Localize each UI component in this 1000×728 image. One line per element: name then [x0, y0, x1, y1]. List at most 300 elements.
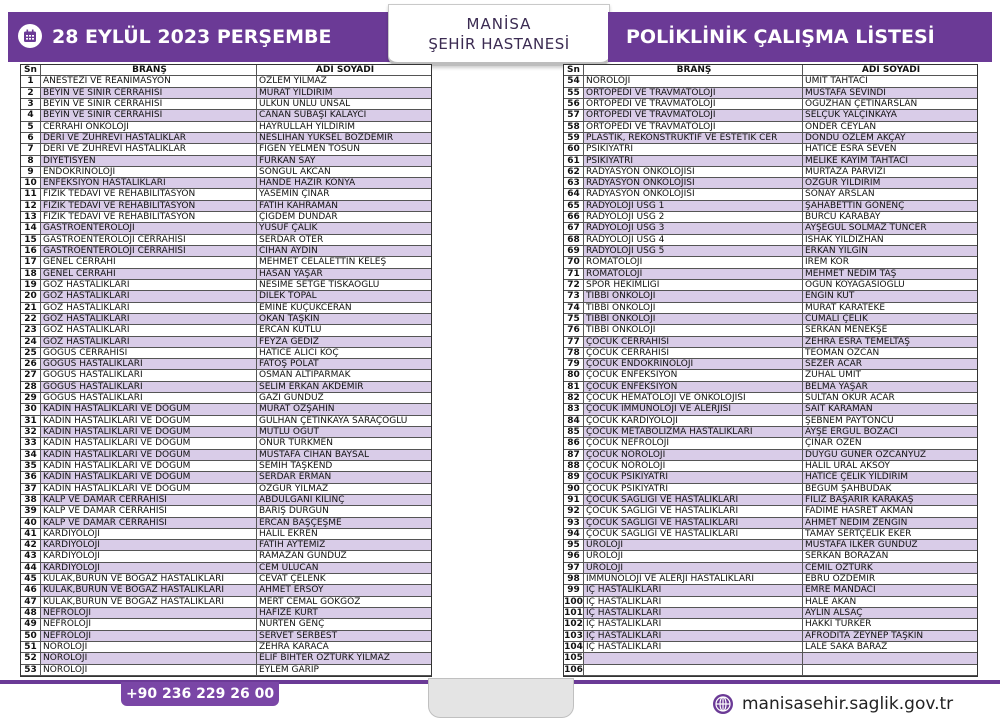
- date-text: 28 EYLÜL 2023 PERŞEMBE: [52, 26, 332, 48]
- table-row: [564, 416, 977, 427]
- name-cell: SERKAN MENEKŞE: [805, 325, 888, 336]
- name-cell: ABDULGANİ KILINÇ: [257, 495, 431, 505]
- name-cell: ÖNDER CEYLAN: [805, 121, 877, 132]
- row-number: 103: [564, 630, 583, 641]
- table-row: [564, 280, 977, 291]
- hospital-name-line1: MANİSA: [466, 15, 532, 33]
- row-number: 66: [564, 212, 584, 222]
- name-cell: OKAN TAŞKIN: [257, 314, 431, 324]
- row-number: 97: [564, 563, 584, 573]
- branch-cell: TIBBİ ONKOLOJİ: [584, 325, 803, 335]
- table-row: [21, 269, 431, 280]
- branch-cell: DİYETİSYEN: [41, 156, 257, 166]
- table-row: [564, 563, 977, 574]
- table-row: [564, 314, 977, 325]
- name-cell: ERCAN BAŞÇEŞME: [257, 518, 431, 528]
- name-cell: SONAY ARSLAN: [805, 189, 875, 200]
- website-text: manisasehir.saglik.gov.tr: [742, 694, 954, 714]
- branch-cell: RADYOLOJİ USG 2: [584, 212, 803, 222]
- table-row: [564, 325, 977, 336]
- table-row: [564, 506, 977, 517]
- phone-number[interactable]: +90 236 229 26 00: [121, 682, 279, 706]
- branch-cell: KALP VE DAMAR CERRAHİSİ: [41, 506, 257, 516]
- branch-cell: ÇOCUK ENFEKSİYON: [584, 370, 803, 380]
- row-number: 38: [21, 495, 41, 505]
- name-cell: BURCU KARABAY: [805, 212, 881, 223]
- branch-cell: İÇ HASTALIKLARI: [584, 631, 803, 641]
- name-cell: AYŞEGÜL SOLMAZ TUNCER: [803, 223, 977, 233]
- table-row: [21, 370, 431, 381]
- table-row: [564, 551, 977, 562]
- row-number: 74: [564, 303, 584, 313]
- name-cell: ENGİN KUT: [803, 291, 977, 301]
- row-number: 62: [564, 167, 584, 177]
- name-cell: CEMİL ÖZTÜRK: [803, 563, 977, 573]
- branch-cell: İÇ HASTALIKLARI: [584, 585, 803, 595]
- table-row: [564, 472, 977, 483]
- row-number: 70: [564, 257, 584, 267]
- name-cell: DUYGU GÜNER ÖZCANYÜZ: [803, 450, 977, 460]
- row-number: 75: [564, 314, 584, 324]
- name-cell: HATİCE ÇELİK YILDIRIM: [803, 472, 977, 482]
- table-row: [21, 597, 431, 608]
- name-cell: CEM ULUCAN: [257, 563, 431, 573]
- table-row: [564, 76, 977, 87]
- branch-cell: İÇ HASTALIKLARI: [584, 619, 803, 629]
- header-branch: BRANŞ: [584, 65, 803, 75]
- table-row: [21, 156, 431, 167]
- table-row: [21, 438, 431, 449]
- table-row: [564, 337, 977, 348]
- table-row: [564, 665, 977, 676]
- row-number: 55: [564, 88, 584, 98]
- name-cell: NURTEN GENÇ: [259, 619, 325, 630]
- name-cell: MURTAZA PARVİZİ: [805, 166, 886, 177]
- row-number: 48: [21, 608, 41, 618]
- row-number: 63: [564, 178, 584, 188]
- row-number: 28: [21, 382, 41, 392]
- table-row: [564, 631, 977, 642]
- row-number: 52: [21, 653, 41, 663]
- name-cell: CEVAT ÇELENK: [259, 574, 326, 585]
- name-cell: OĞUZHAN ÇETİNARSLAN: [805, 98, 918, 109]
- page-title: POLİKLİNİK ÇALIŞMA LİSTESİ: [626, 26, 935, 48]
- row-number: 88: [564, 461, 584, 471]
- branch-cell: KADIN HASTALIKLARI VE DOĞUM: [41, 416, 257, 426]
- table-row: [21, 585, 431, 596]
- calendar-icon: [18, 24, 42, 48]
- row-number: 45: [21, 574, 41, 584]
- branch-cell: GÖZ HASTALIKLARI: [41, 337, 257, 347]
- row-number: 102: [564, 619, 583, 630]
- row-number: 99: [564, 585, 584, 595]
- row-number: 98: [564, 574, 584, 584]
- name-cell: GÜLHAN ÇETİNKAYA SARAÇOĞLU: [259, 415, 408, 426]
- table-header: [564, 65, 977, 76]
- branch-cell: ÇOCUK KARDİYOLOJİ: [584, 416, 803, 426]
- table-row: [564, 178, 977, 189]
- branch-cell: ROMATOLOJİ: [584, 269, 803, 279]
- row-number: 92: [564, 506, 584, 516]
- branch-cell: [584, 653, 803, 663]
- branch-cell: ÇOCUK ENFEKSİYON: [584, 382, 803, 392]
- table-row: [564, 201, 977, 212]
- row-number: 69: [564, 246, 584, 256]
- row-number: 37: [21, 484, 41, 494]
- name-cell: AHMET NEDİM ZENGİN: [803, 518, 977, 528]
- name-cell: TAMAY SERTÇELİK EKER: [805, 528, 912, 539]
- table-row: [21, 291, 431, 302]
- footer-tab: [428, 678, 574, 718]
- branch-cell: ÜROLOJİ: [584, 551, 803, 561]
- branch-cell: ENDOKRİNOLOJİ: [41, 167, 257, 177]
- table-row: [21, 484, 431, 495]
- table-row: [564, 484, 977, 495]
- row-number: 4: [21, 110, 41, 120]
- row-number: 49: [21, 619, 41, 629]
- left-table: [20, 64, 432, 677]
- row-number: 61: [564, 156, 584, 166]
- table-row: [21, 529, 431, 540]
- table-row: [21, 280, 431, 291]
- name-cell: AYLİN ALSAÇ: [803, 608, 977, 618]
- branch-cell: KADIN HASTALIKLARI VE DOĞUM: [41, 461, 257, 471]
- name-cell: MUSTAFA SEVİNDİ: [803, 88, 977, 98]
- table-row: [564, 540, 977, 551]
- table-row: [21, 495, 431, 506]
- table-row: [564, 495, 977, 506]
- name-cell: MURAT KARATEKE: [805, 302, 886, 313]
- branch-cell: CERRAHİ ONKOLOJİ: [41, 122, 257, 132]
- table-row: [21, 133, 431, 144]
- table-row: [21, 619, 431, 630]
- table-row: [21, 642, 431, 653]
- hospital-name-line2: ŞEHİR HASTANESİ: [428, 35, 570, 53]
- table-header: [21, 65, 431, 76]
- globe-icon: [712, 693, 734, 715]
- row-number: 104: [564, 641, 583, 652]
- row-number: 96: [564, 551, 584, 561]
- branch-cell: DERİ VE ZÜHREVİ HASTALIKLAR: [41, 133, 257, 143]
- row-number: 65: [564, 201, 584, 211]
- table-row: [564, 122, 977, 133]
- row-number: 76: [564, 325, 584, 335]
- branch-cell: ÇOCUK SAĞLIĞI VE HASTALIKLARI: [584, 495, 803, 505]
- right-table: [563, 64, 978, 677]
- branch-cell: NÖROLOJİ: [41, 653, 257, 663]
- name-cell: NESİME SETGE TISKAOĞLU: [259, 279, 380, 290]
- branch-cell: ÇOCUK ENDOKRİNOLOJİ: [584, 359, 803, 369]
- row-number: 85: [564, 427, 584, 437]
- name-cell: MURAT YILDIRIM: [257, 88, 431, 98]
- table-row: [21, 461, 431, 472]
- name-cell: MUTLU ÖĞÜT: [257, 427, 431, 437]
- branch-cell: PSİKİYATRİ: [584, 156, 803, 166]
- branch-cell: ENFEKSİYON HASTALIKLARI: [41, 178, 257, 188]
- name-cell: ŞAHABETTİN GÖNENÇ: [803, 201, 977, 211]
- title-banner: [608, 12, 992, 62]
- name-cell: ÜMİT TAHTACI: [805, 76, 868, 87]
- row-number: 93: [564, 518, 584, 528]
- branch-cell: NÖROLOJİ: [584, 76, 803, 86]
- row-number: 79: [564, 359, 584, 369]
- date-banner: [8, 12, 390, 62]
- table-row: [564, 246, 977, 257]
- name-cell: YUSUF ÇALIK: [257, 223, 431, 233]
- row-number: 14: [21, 223, 41, 233]
- branch-cell: GÖĞÜS CERRAHİSİ: [41, 348, 257, 358]
- table-row: [564, 608, 977, 619]
- row-number: 43: [21, 551, 41, 561]
- branch-cell: KULAK,BURUN VE BOĞAZ HASTALIKLARI: [41, 585, 257, 595]
- table-row: [564, 653, 977, 664]
- name-cell: HALİL EKREN: [259, 528, 318, 539]
- row-number: 89: [564, 472, 584, 482]
- table-row: [564, 189, 977, 200]
- table-row: [564, 619, 977, 630]
- branch-cell: GÖĞÜS HASTALIKLARI: [41, 359, 257, 369]
- row-number: 6: [21, 133, 41, 143]
- row-number: 60: [564, 144, 584, 154]
- row-number: 56: [564, 99, 584, 109]
- name-cell: FATİH KAHRAMAN: [257, 201, 431, 211]
- table-row: [564, 461, 977, 472]
- name-cell: CANAN SUBAŞI KALAYCI: [257, 110, 431, 120]
- name-cell: MERT CEMAL GÖKGÖZ: [259, 596, 361, 607]
- name-cell: FATİH AYTEMİZ: [257, 540, 431, 550]
- branch-cell: RADYASYON ONKOLOJİSİ: [584, 167, 803, 177]
- row-number: 46: [21, 585, 41, 595]
- name-cell: HAYRULLAH YILDIRIM: [259, 121, 356, 132]
- branch-cell: KADIN HASTALIKLARI VE DOĞUM: [41, 404, 257, 414]
- header-name: ADI SOYADI: [257, 65, 431, 75]
- table-row: [564, 574, 977, 585]
- row-number: 59: [564, 133, 584, 143]
- name-cell: [803, 665, 977, 675]
- row-number: 3: [21, 99, 41, 109]
- table-row: [564, 291, 977, 302]
- name-cell: HATİCE ESRA SEVEN: [805, 144, 897, 155]
- branch-cell: GASTROENTEROLOJİ CERRAHİSİ: [41, 235, 257, 245]
- name-cell: ÇİĞDEM DÜNDAR: [259, 212, 338, 223]
- name-cell: DÖNDÜ ÖZLEM AKÇAY: [803, 133, 977, 143]
- branch-cell: GÖZ HASTALIKLARI: [41, 303, 257, 313]
- table-row: [21, 122, 431, 133]
- row-number: 8: [21, 156, 41, 166]
- branch-cell: GÖĞÜS HASTALIKLARI: [41, 393, 257, 403]
- row-number: 95: [564, 540, 584, 550]
- name-cell: MELİKE KAYIM TAHTACI: [803, 156, 977, 166]
- table-row: [21, 518, 431, 529]
- table-row: [21, 314, 431, 325]
- name-cell: DİLEK TOPAL: [257, 291, 431, 301]
- branch-cell: ÇOCUK PSİKİYATRİ: [584, 472, 803, 482]
- table-row: [21, 540, 431, 551]
- table-row: [564, 235, 977, 246]
- name-cell: HALE AKAN: [805, 596, 857, 607]
- name-cell: SULTAN OKUR ACAR: [805, 393, 895, 404]
- name-cell: SAİT KARAMAN: [803, 404, 977, 414]
- table-row: [21, 551, 431, 562]
- table-row: [21, 257, 431, 268]
- branch-cell: ÜROLOJİ: [584, 563, 803, 573]
- row-number: 68: [564, 235, 584, 245]
- table-row: [564, 450, 977, 461]
- table-row: [21, 110, 431, 121]
- name-cell: SERDAR ERMAN: [257, 472, 431, 482]
- name-cell: BARIŞ DURGUN: [259, 506, 329, 517]
- name-cell: ÖZLEM YILMAZ: [259, 76, 327, 87]
- row-number: 94: [564, 529, 584, 539]
- branch-cell: ROMATOLOJİ: [584, 257, 803, 267]
- table-row: [564, 99, 977, 110]
- table-row: [21, 223, 431, 234]
- branch-cell: KARDİYOLOJİ: [41, 563, 257, 573]
- table-row: [21, 393, 431, 404]
- row-number: 41: [21, 529, 41, 539]
- branch-cell: ÇOCUK NEFROLOJİ: [584, 438, 803, 448]
- table-row: [21, 653, 431, 664]
- branch-cell: ÇOCUK NÖROLOJİ: [584, 461, 803, 471]
- branch-cell: İMMUNOLOJİ VE ALERJİ HASTALIKLARI: [584, 574, 803, 584]
- table-row: [21, 416, 431, 427]
- branch-cell: KADIN HASTALIKLARI VE DOĞUM: [41, 472, 257, 482]
- branch-cell: ORTOPEDİ VE TRAVMATOLOJİ: [584, 88, 803, 98]
- name-cell: NESLİHAN YÜKSEL BOZDEMİR: [257, 133, 431, 143]
- header-sn: Sn: [564, 65, 584, 75]
- table-row: [564, 393, 977, 404]
- row-number: 21: [21, 303, 41, 313]
- branch-cell: GASTROENTEROLOJİ CERRAHİSİ: [41, 246, 257, 256]
- branch-cell: İÇ HASTALIKLARI: [584, 597, 803, 607]
- name-cell: SELİM ERKAN AKDEMİR: [257, 382, 431, 392]
- table-row: [564, 348, 977, 359]
- table-row: [21, 144, 431, 155]
- row-number: 11: [21, 189, 41, 199]
- row-number: 54: [564, 76, 584, 86]
- branch-cell: ORTOPEDİ VE TRAVMATOLOJİ: [584, 122, 803, 132]
- row-number: 30: [21, 404, 41, 414]
- name-cell: HAFİZE KURT: [257, 608, 431, 618]
- table-row: [564, 597, 977, 608]
- table-row: [21, 88, 431, 99]
- name-cell: FURKAN SAY: [257, 156, 431, 166]
- name-cell: SEZER ACAR: [803, 359, 977, 369]
- table-row: [21, 563, 431, 574]
- branch-cell: GÖĞÜS HASTALIKLARI: [41, 382, 257, 392]
- row-number: 17: [21, 257, 41, 267]
- table-row: [564, 438, 977, 449]
- name-cell: SERKAN BORAZAN: [805, 551, 889, 562]
- table-row: [564, 642, 977, 653]
- table-row: [21, 212, 431, 223]
- table-row: [21, 574, 431, 585]
- table-row: [564, 144, 977, 155]
- name-cell: AYŞE ERGÜL BOZACI: [803, 427, 977, 437]
- branch-cell: RADYOLOJİ USG 4: [584, 235, 803, 245]
- name-cell: AHMET ERSOY: [257, 585, 431, 595]
- branch-cell: GÖZ HASTALIKLARI: [41, 291, 257, 301]
- table-row: [564, 269, 977, 280]
- name-cell: FİLİZ BAŞARIR KARAKAŞ: [803, 495, 977, 505]
- branch-cell: ÇOCUK SAĞLIĞI VE HASTALIKLARI: [584, 506, 803, 516]
- branch-cell: TIBBİ ONKOLOJİ: [584, 314, 803, 324]
- table-row: [564, 382, 977, 393]
- name-cell: SELÇUK YALÇINKAYA: [803, 110, 977, 120]
- table-row: [564, 167, 977, 178]
- branch-cell: NEFROLOJİ: [41, 608, 257, 618]
- row-number: 100: [564, 596, 583, 607]
- row-number: 34: [21, 450, 41, 460]
- branch-cell: KADIN HASTALIKLARI VE DOĞUM: [41, 438, 257, 448]
- name-cell: HALİL URAL AKSOY: [805, 460, 890, 471]
- branch-cell: KARDİYOLOJİ: [41, 540, 257, 550]
- row-number: 16: [21, 246, 41, 256]
- branch-cell: ÇOCUK İMMÜNOLOJİ VE ALERJİSİ: [584, 404, 803, 414]
- branch-cell: KARDİYOLOJİ: [41, 529, 257, 539]
- table-row: [21, 178, 431, 189]
- row-number: 83: [564, 404, 584, 414]
- row-number: 57: [564, 110, 584, 120]
- header-branch: BRANŞ: [41, 65, 257, 75]
- row-number: 19: [21, 280, 41, 290]
- branch-cell: ORTOPEDİ VE TRAVMATOLOJİ: [584, 110, 803, 120]
- hospital-logo: [388, 4, 610, 66]
- name-cell: AFRODİTA ZEYNEP TAŞKIN: [803, 631, 977, 641]
- row-number: 105: [564, 653, 583, 664]
- branch-cell: ORTOPEDİ VE TRAVMATOLOJİ: [584, 99, 803, 109]
- table-row: [564, 518, 977, 529]
- table-row: [21, 382, 431, 393]
- branch-cell: ÇOCUK SAĞLIĞI VE HASTALIKLARI: [584, 518, 803, 528]
- table-row: [564, 257, 977, 268]
- row-number: 24: [21, 337, 41, 347]
- table-row: [21, 167, 431, 178]
- row-number: 87: [564, 450, 584, 460]
- name-cell: İSHAK YILDIZHAN: [805, 234, 884, 245]
- name-cell: MUSTAFA CİHAN BAYSAL: [257, 450, 431, 460]
- row-number: 26: [21, 359, 41, 369]
- name-cell: GAZİ GÜNDÜZ: [259, 393, 324, 404]
- row-number: 91: [564, 495, 584, 505]
- name-cell: MURAT ÖZŞAHİN: [257, 404, 431, 414]
- table-row: [564, 212, 977, 223]
- table-row: [564, 404, 977, 415]
- table-row: [564, 156, 977, 167]
- row-number: 10: [21, 178, 41, 188]
- name-cell: BEGÜM ŞAHBUDAK: [805, 483, 892, 494]
- table-row: [21, 472, 431, 483]
- table-row: [21, 427, 431, 438]
- branch-cell: KULAK,BURUN VE BOĞAZ HASTALIKLARI: [41, 574, 257, 584]
- branch-cell: BEYİN VE SİNİR CERRAHİSİ: [41, 88, 257, 98]
- name-cell: OSMAN ALTIPARMAK: [259, 370, 351, 381]
- row-number: 27: [21, 370, 41, 380]
- branch-cell: NÖROLOJİ: [41, 665, 257, 675]
- website-link[interactable]: [712, 691, 953, 717]
- row-number: 25: [21, 348, 41, 358]
- row-number: 40: [21, 518, 41, 528]
- row-number: 35: [21, 461, 41, 471]
- row-number: 33: [21, 438, 41, 448]
- branch-cell: ÇOCUK METABOLİZMA HASTALIKLARI: [584, 427, 803, 437]
- row-number: 82: [564, 393, 584, 403]
- name-cell: FEYZA GEDİZ: [257, 337, 431, 347]
- branch-cell: [584, 665, 803, 675]
- row-number: 32: [21, 427, 41, 437]
- name-cell: FİGEN YELMEN TOSUN: [259, 144, 360, 155]
- branch-cell: FİZİK TEDAVİ VE REHABİLİTASYON: [41, 201, 257, 211]
